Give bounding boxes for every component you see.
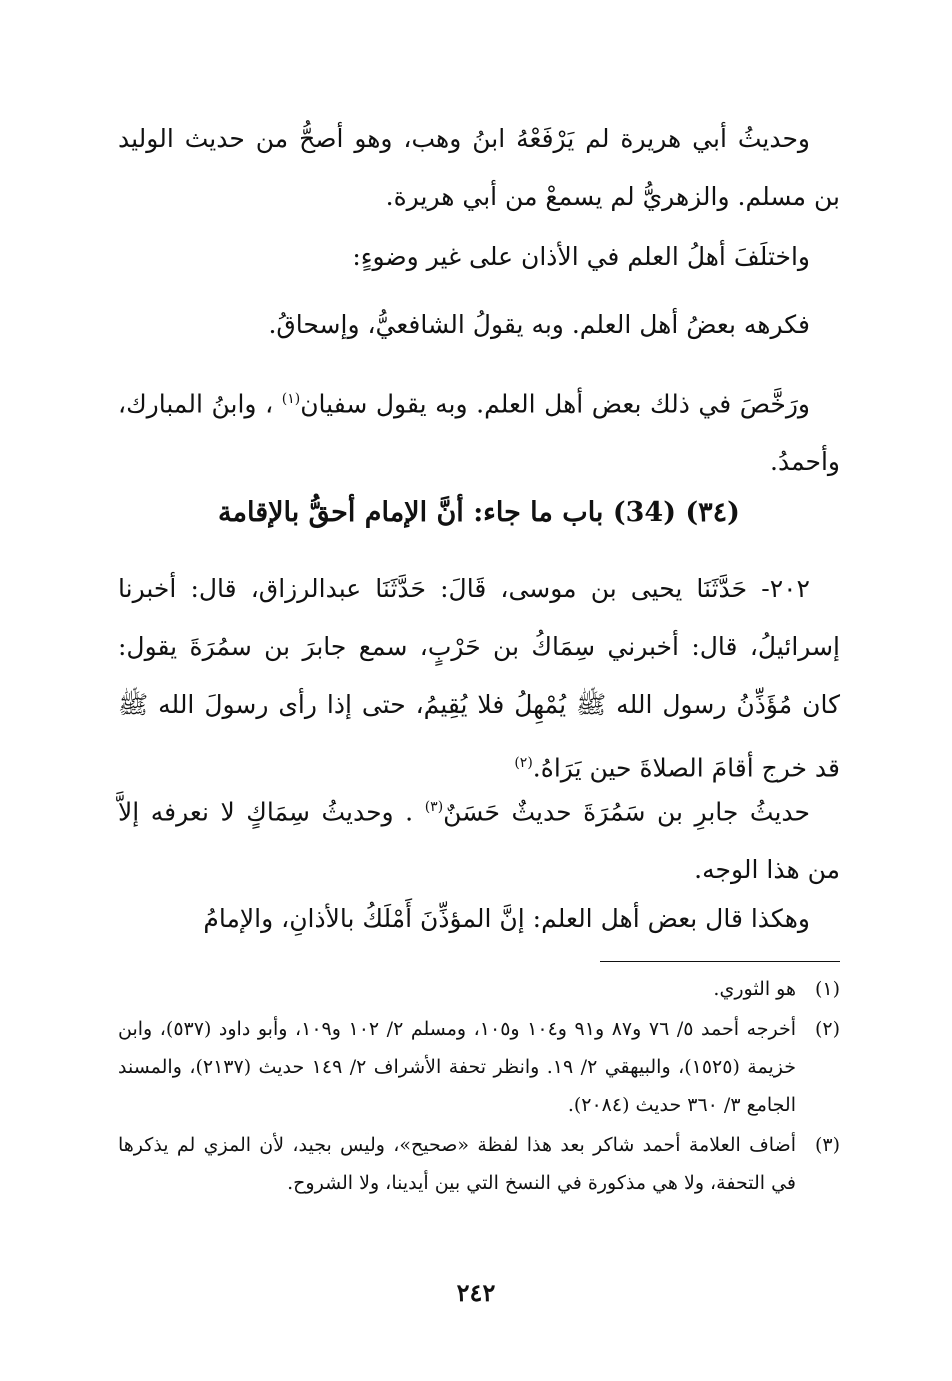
footnotes: [118, 970, 840, 1204]
footnote-number: (١): [814, 978, 840, 1000]
chapter-heading: (٣٤) (34) باب ما جاء: أنَّ الإمام أحقُّ بالإقامة: [218, 497, 740, 528]
footnote-1: [118, 970, 840, 1008]
footnote-3: [118, 1126, 840, 1202]
footnote-divider: [600, 961, 840, 962]
page-number: ٢٤٢: [456, 1278, 496, 1307]
paragraph-4-text: ورَخَّصَ في ذلك بعض أهل العلم. وبه يقول سفيان: [300, 389, 810, 419]
paragraph-3: فكرهه بعضُ أهل العلم. وبه يقولُ الشافعيُّ، وإسحاقُ.: [268, 310, 810, 339]
footnote-ref-3: (٣): [424, 799, 444, 815]
paragraph-4-text-cont: ، وابنُ المبارك، وأحمدُ.: [118, 389, 840, 477]
paragraph-6-text: حديثُ جابرِ بن سَمُرَةَ حديثٌ حَسَنٌ: [443, 797, 811, 827]
footnote-text: هو الثوري.: [713, 978, 796, 1000]
paragraph-7: وهكذا قال بعض أهل العلم: إنَّ المؤذِّنَ أَمْلَكُ بالأذانِ، والإمامُ: [203, 904, 810, 933]
footnote-2: [118, 1010, 840, 1124]
footnote-ref-1: (١): [281, 391, 301, 407]
footnote-ref-2: (٢): [514, 755, 533, 771]
footnote-number: (٣): [814, 1134, 840, 1156]
footnote-number: (٢): [814, 1018, 840, 1040]
hadith-202: [118, 560, 840, 797]
paragraph-1: وحديثُ أبي هريرة لم يَرْفَعْهُ ابنُ وهب، وهو أصحُّ من حديث الوليد بن مسلم. والزهريُّ لم يسمعْ من أبي هريرة.: [118, 124, 840, 211]
footnote-text: أضاف العلامة أحمد شاكر بعد هذا لفظة «صحيح»، وليس بجيد، لأن المزي لم يذكرها في التحفة، ولا هي مذكورة في النسخ التي بين أيدينا، ولا الشروح.: [118, 1134, 796, 1194]
paragraph-4: [118, 370, 840, 491]
paragraph-6-text-cont: . وحديثُ سِمَاكٍ لا نعرفه إلاَّ من هذا الوجه.: [118, 797, 840, 885]
paragraph-6: [118, 778, 840, 899]
hadith-202-text: ٢٠٢- حَدَّثَنَا يحيى بن موسى، قَالَ: حَدَّثَنَا عبدالرزاق، قال: أخبرنا إسرائيلُ، قال: أخبرني سِمَاكُ بن حَرْبٍ، سمع جابرَ بن سمُرَةَ يقول: كان مُؤَذِّنُ رسول الله ﷺ يُمْهِلُ فلا يُقِيمُ، حتى إذا رأى رسولَ الله ﷺ قد خرج أقامَ الصلاةَ حين يَرَاهُ.: [118, 574, 840, 783]
footnote-text: أخرجه أحمد ٥/ ٧٦ و٨٧ و٩١ و١٠٤ و١٠٥، ومسلم ٢/ ١٠٢ و١٠٩، وأبو داود (٥٣٧)، وابن خزيمة (١٥٢٥)، والبيهقي ٢/ ١٩. وانظر تحفة الأشراف ٢/ ١٤٩ حديث (٢١٣٧)، والمسند الجامع ٣/ ٣٦٠ حديث (٢٠٨٤).: [118, 1018, 797, 1116]
paragraph-2: واختلَفَ أهلُ العلم في الأذان على غير وضوءٍ:: [352, 242, 810, 271]
